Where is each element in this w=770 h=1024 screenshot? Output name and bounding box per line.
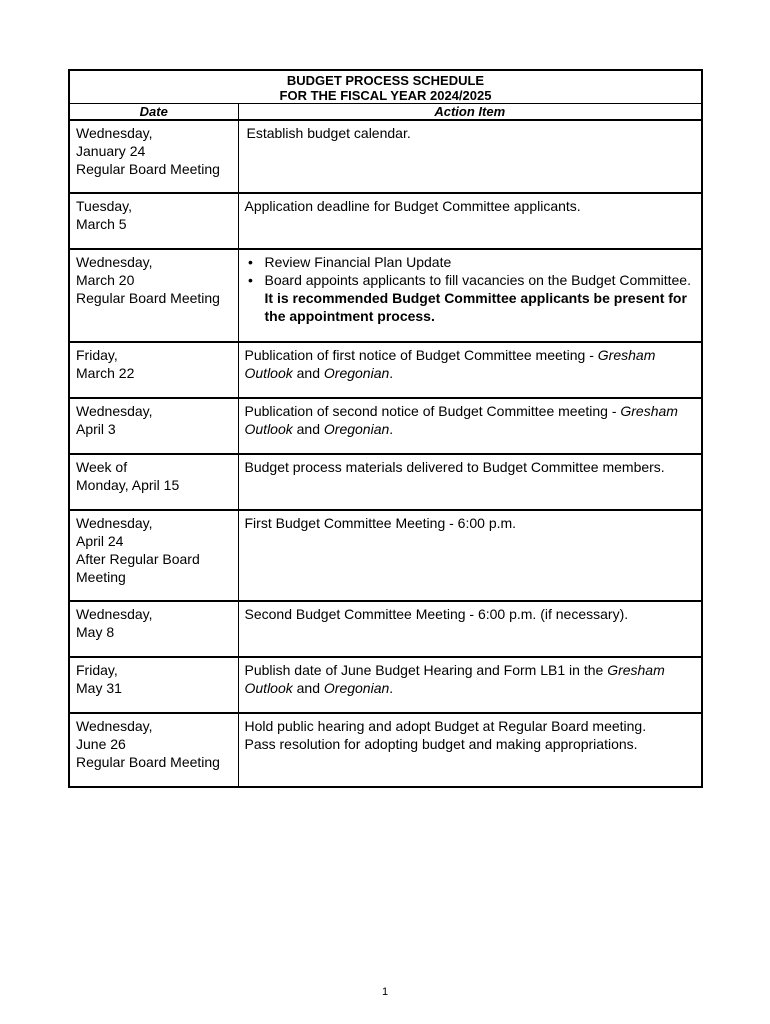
table-row — [69, 249, 702, 342]
date-note: After Regular Board — [76, 551, 200, 567]
date-date: March 20 — [76, 272, 135, 288]
date-day: Week of — [76, 459, 128, 475]
action-text: First Budget Committee Meeting - 6:00 p.m. — [244, 515, 517, 531]
date-date: April 3 — [76, 421, 116, 437]
newspaper-name: Oregonian — [323, 365, 390, 381]
bullet-text: Review Financial Plan Update — [264, 254, 452, 270]
date-cell — [69, 601, 238, 657]
action-text: Publish date of June Budget Hearing and Form LB1 in the — [244, 662, 604, 678]
date-date: May 31 — [76, 680, 122, 696]
date-cell — [69, 510, 238, 601]
table-row — [69, 510, 702, 601]
table-row — [69, 454, 702, 510]
action-cell — [238, 120, 702, 193]
newspaper-name: Gresham Outlook — [244, 347, 656, 381]
bullet-item — [248, 271, 696, 325]
table-row — [69, 657, 702, 713]
newspaper-name: Gresham Outlook — [244, 403, 678, 437]
date-date: March 5 — [76, 216, 127, 232]
date-day: Friday, — [76, 662, 118, 678]
date-cell — [69, 454, 238, 510]
action-line: Pass resolution for adopting budget and making appropriations. — [244, 736, 638, 752]
title-line-1: BUDGET PROCESS SCHEDULE — [286, 73, 485, 88]
table-row — [69, 398, 702, 454]
bullet-bold-text: It is recommended Budget Committee applicants be present for the appointment process. — [264, 290, 687, 324]
date-cell — [69, 249, 238, 342]
action-text: Establish budget calendar. — [246, 125, 411, 141]
date-cell — [69, 657, 238, 713]
date-cell — [69, 193, 238, 249]
conjunction: and — [296, 421, 320, 437]
action-cell — [238, 713, 702, 787]
action-text: Application deadline for Budget Committee applicants. — [244, 198, 581, 214]
date-day: Friday, — [76, 347, 118, 363]
date-day: Wednesday, — [76, 515, 153, 531]
action-text: Publication of second notice of Budget Committee meeting - — [244, 403, 617, 419]
action-text: Second Budget Committee Meeting - 6:00 p.m. (if necessary). — [244, 606, 629, 622]
conjunction: and — [296, 365, 320, 381]
date-day: Wednesday, — [76, 718, 153, 734]
table-row — [69, 342, 702, 398]
bullet-icon: • — [248, 272, 253, 288]
action-text: Budget process materials delivered to Budget Committee members. — [244, 459, 665, 475]
action-line: Hold public hearing and adopt Budget at Regular Board meeting. — [244, 718, 647, 734]
date-day: Wednesday, — [76, 606, 153, 622]
table-row — [69, 120, 702, 193]
bullet-icon: • — [248, 254, 253, 270]
title-line-2: FOR THE FISCAL YEAR 2024/2025 — [279, 88, 492, 103]
date-date: June 26 — [76, 736, 126, 752]
action-cell — [238, 249, 702, 342]
table-row — [69, 601, 702, 657]
date-cell — [69, 342, 238, 398]
table-row — [69, 713, 702, 787]
date-day: Tuesday, — [76, 198, 133, 214]
action-cell — [238, 398, 702, 454]
action-column-header: Action Item — [238, 104, 702, 121]
date-note: Meeting — [76, 569, 126, 585]
date-date: Monday, April 15 — [76, 477, 180, 493]
action-cell — [238, 510, 702, 601]
date-note: Regular Board Meeting — [76, 754, 220, 770]
page-number: 1 — [381, 986, 389, 998]
table-row — [69, 193, 702, 249]
action-bullet-list — [245, 253, 696, 325]
bullet-text: Board appoints applicants to fill vacancies on the Budget Committee. — [264, 272, 691, 288]
newspaper-name: Oregonian — [323, 680, 390, 696]
date-cell — [69, 713, 238, 787]
date-date: April 24 — [76, 533, 124, 549]
date-day: Wednesday, — [76, 125, 153, 141]
action-cell — [238, 601, 702, 657]
date-date: May 8 — [76, 624, 115, 640]
date-cell — [69, 120, 238, 193]
conjunction: and — [296, 680, 320, 696]
action-cell — [238, 193, 702, 249]
date-day: Wednesday, — [76, 403, 153, 419]
action-cell — [238, 657, 702, 713]
period: . — [389, 680, 394, 696]
date-date: January 24 — [76, 143, 146, 159]
newspaper-name: Gresham Outlook — [244, 662, 665, 696]
bullet-item — [248, 253, 696, 271]
budget-schedule-table — [68, 69, 703, 788]
table-title — [69, 70, 702, 104]
period: . — [389, 365, 394, 381]
action-cell — [238, 342, 702, 398]
date-date: March 22 — [76, 365, 135, 381]
action-cell — [238, 454, 702, 510]
date-note: Regular Board Meeting — [76, 161, 220, 177]
date-cell — [69, 398, 238, 454]
period: . — [389, 421, 394, 437]
date-column-header: Date — [69, 104, 238, 121]
date-day: Wednesday, — [76, 254, 153, 270]
newspaper-name: Oregonian — [323, 421, 390, 437]
date-note: Regular Board Meeting — [76, 290, 220, 306]
action-text: Publication of first notice of Budget Committee meeting - — [244, 347, 594, 363]
